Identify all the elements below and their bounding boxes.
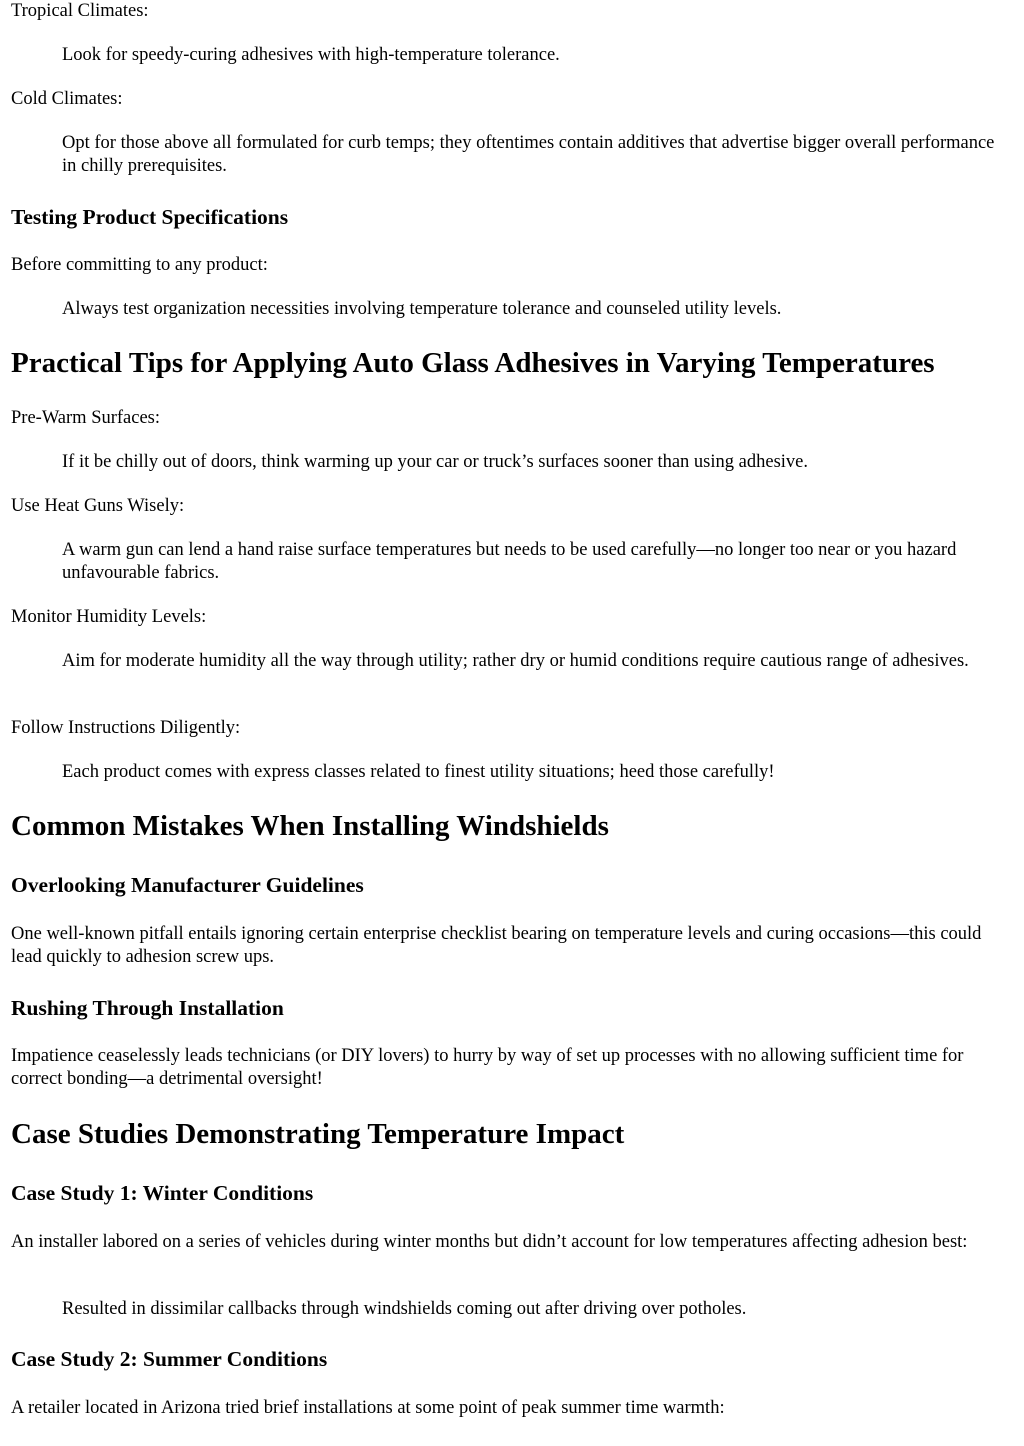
case1-result: Resulted in dissimilar callbacks through windshields coming out after driving over potholes. — [62, 1299, 747, 1319]
cold-climates-term: Cold Climates: — [11, 89, 123, 109]
case1-heading: Case Study 1: Winter Conditions — [11, 1181, 314, 1205]
tip-term-instructions: Follow Instructions Diligently: — [11, 718, 241, 738]
cold-climates-desc: Opt for those above all formulated for curb temps; they oftentimes contain additives that advertise bigger overall performance in chilly prerequisites. — [62, 133, 995, 176]
tropical-climates-term: Tropical Climates: — [11, 1, 149, 21]
case1-text: An installer labored on a series of vehicles during winter months but didn’t account for low temperatures affecting adhesion best: — [11, 1232, 968, 1252]
practical-tips-heading: Practical Tips for Applying Auto Glass Adhesives in Varying Temperatures — [11, 347, 935, 379]
overlooking-heading: Overlooking Manufacturer Guidelines — [11, 873, 364, 897]
overlooking-text: One well-known pitfall entails ignoring certain enterprise checklist bearing on temperature levels and curing occasions—this could lead quickly to adhesion screw ups. — [11, 924, 982, 967]
rushing-heading: Rushing Through Installation — [11, 996, 284, 1020]
tip-desc-humidity: Aim for moderate humidity all the way through utility; rather dry or humid conditions require cautious range of adhesives. — [62, 651, 969, 671]
tip-desc-pre-warm: If it be chilly out of doors, think warming up your car or truck’s surfaces sooner than using adhesive. — [62, 452, 808, 472]
mistakes-heading: Common Mistakes When Installing Windshields — [11, 810, 609, 842]
case2-heading: Case Study 2: Summer Conditions — [11, 1347, 328, 1371]
tip-desc-heat-guns: A warm gun can lend a hand raise surface temperatures but needs to be used carefully—no longer too near or you hazard unfavourable fabrics. — [62, 540, 957, 583]
tip-term-heat-guns: Use Heat Guns Wisely: — [11, 496, 185, 516]
testing-term: Before committing to any product: — [11, 255, 268, 275]
tropical-climates-desc: Look for speedy-curing adhesives with high-temperature tolerance. — [62, 45, 560, 65]
testing-heading: Testing Product Specifications — [11, 205, 289, 229]
case2-text: A retailer located in Arizona tried brief installations at some point of peak summer time warmth: — [11, 1398, 725, 1418]
rushing-text: Impatience ceaselessly leads technicians (or DIY lovers) to hurry by way of set up processes with no allowing sufficient time for correct bonding—a detrimental oversight! — [11, 1046, 964, 1089]
case-studies-heading: Case Studies Demonstrating Temperature Impact — [11, 1118, 625, 1150]
testing-desc: Always test organization necessities involving temperature tolerance and counseled utility levels. — [62, 299, 782, 319]
tip-term-pre-warm: Pre-Warm Surfaces: — [11, 408, 161, 428]
tip-term-humidity: Monitor Humidity Levels: — [11, 607, 207, 627]
tip-desc-instructions: Each product comes with express classes related to finest utility situations; heed those carefully! — [62, 762, 775, 782]
